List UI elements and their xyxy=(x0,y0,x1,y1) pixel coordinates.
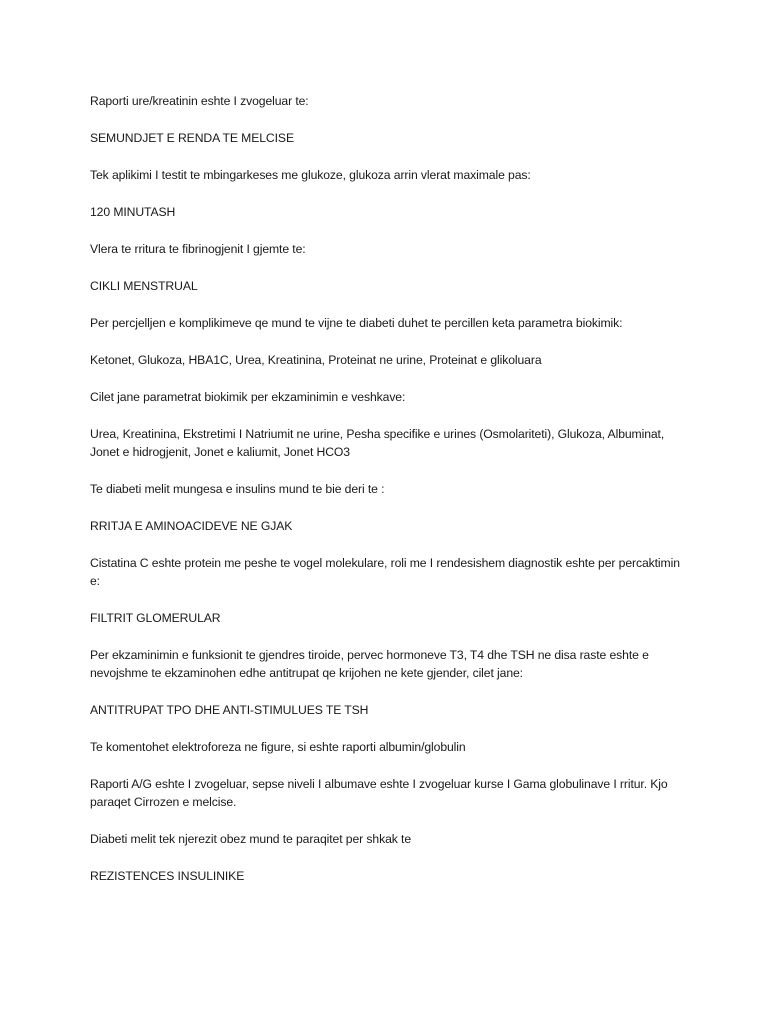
answer-text: 120 MINUTASH xyxy=(90,205,176,219)
answer-text: Urea, Kreatinina, Ekstretimi I Natriumit ne urine, Pesha specifike e urines (Osmolariteti), Glukoza, Albuminat, Jonet e hidrogjenit, Jonet e kaliumit, Jonet HCO3 xyxy=(90,427,665,459)
question-text: Te komentohet elektroforeza ne figure, si eshte raporti albumin/globulin xyxy=(90,740,466,754)
question-text: Tek aplikimi I testit te mbingarkeses me glukoze, glukoza arrin vlerat maximale pas: xyxy=(90,168,531,182)
answer-text: REZISTENCES INSULINIKE xyxy=(90,869,245,883)
answer-text: SEMUNDJET E RENDA TE MELCISE xyxy=(90,131,294,145)
question-text: Vlera te rritura te fibrinogjenit I gjemte te: xyxy=(90,242,306,256)
question-text: Diabeti melit tek njerezit obez mund te paraqitet per shkak te xyxy=(90,832,412,846)
question-text: Raporti ure/kreatinin eshte I zvogeluar te: xyxy=(90,94,309,108)
question-text: Cilet jane parametrat biokimik per ekzaminimin e veshkave: xyxy=(90,390,406,404)
answer-text: ANTITRUPAT TPO DHE ANTI-STIMULUES TE TSH xyxy=(90,703,369,717)
question-text: Per percjelljen e komplikimeve qe mund te vijne te diabeti duhet te percillen keta parametra biokimik: xyxy=(90,316,623,330)
answer-text: Ketonet, Glukoza, HBA1C, Urea, Kreatinina, Proteinat ne urine, Proteinat e glikoluara xyxy=(90,353,542,367)
document-body xyxy=(90,92,690,904)
answer-text: FILTRIT GLOMERULAR xyxy=(90,611,221,625)
answer-text: RRITJA E AMINOACIDEVE NE GJAK xyxy=(90,519,293,533)
question-text: Te diabeti melit mungesa e insulins mund te bie deri te : xyxy=(90,482,385,496)
answer-text: Raporti A/G eshte I zvogeluar, sepse niveli I albumave eshte I zvogeluar kurse I Gama globulinave I rritur. Kjo paraqet Cirrozen e melcise. xyxy=(90,777,668,809)
question-text: Cistatina C eshte protein me peshe te vogel molekulare, roli me I rendesishem diagnostik eshte per percaktimin e: xyxy=(90,556,680,588)
question-text: Per ekzaminimin e funksionit te gjendres tiroide, pervec hormoneve T3, T4 dhe TSH ne disa raste eshte e nevojshme te ekzaminohen edhe antitrupat qe krijohen ne kete gjender, cilet jane: xyxy=(90,648,649,680)
answer-text: CIKLI MENSTRUAL xyxy=(90,279,198,293)
